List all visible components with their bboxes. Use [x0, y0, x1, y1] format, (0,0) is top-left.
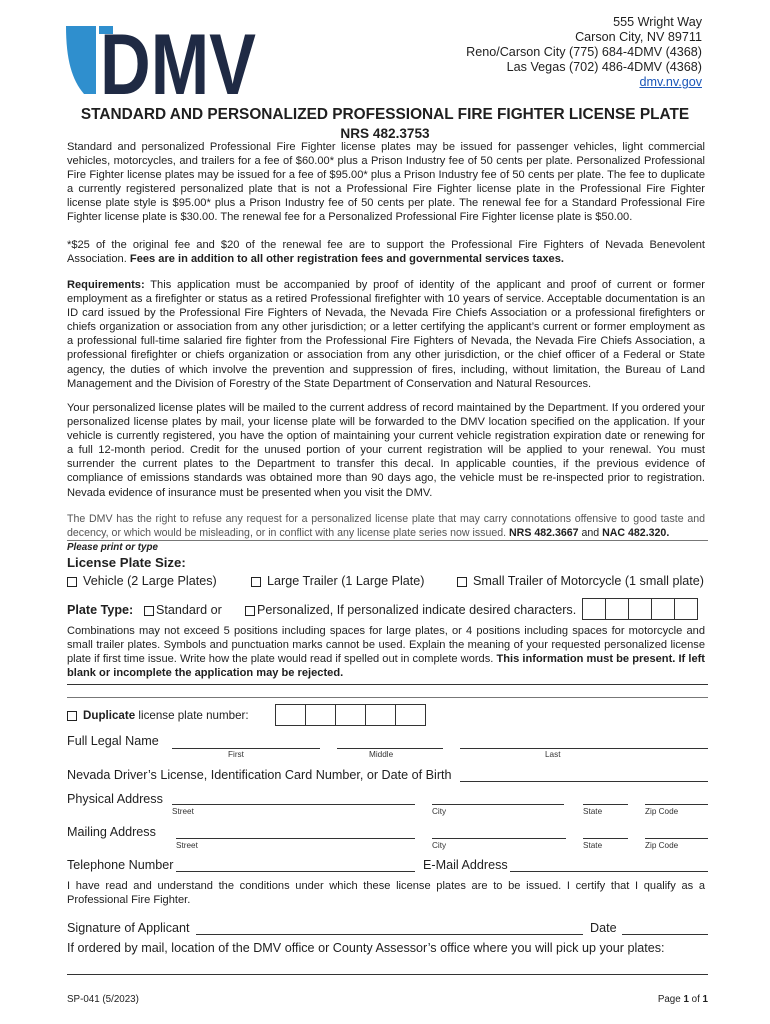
checkbox[interactable]	[67, 711, 77, 721]
char-box[interactable]	[582, 598, 606, 620]
divider	[67, 540, 708, 541]
phone-vegas: Las Vegas (702) 486-4DMV (4368)	[506, 60, 702, 74]
logo-text: DMV	[100, 17, 256, 113]
combinations-bold: This information must be present. If left blank or incomplete the application may be rejected.	[67, 653, 705, 680]
support-note-text: *$25 of the original fee and $20 of the renewal fee are to support the Professional Fire Fighters of Nevada Benevolent Association.	[67, 239, 705, 266]
date-field[interactable]	[622, 934, 708, 935]
zip-caption: Zip Code	[645, 807, 679, 816]
mailing-state-field[interactable]	[583, 838, 628, 839]
size-option-label: Small Trailer of Motorcycle (1 small plate)	[473, 574, 704, 588]
first-caption: First	[228, 750, 244, 759]
form-number: SP-041 (5/2023)	[67, 994, 139, 1005]
signature-label: Signature of Applicant	[67, 921, 190, 935]
plate-characters-input[interactable]	[583, 598, 698, 620]
char-box[interactable]	[275, 704, 306, 726]
support-note	[67, 238, 705, 266]
size-option-small-trailer[interactable]	[457, 574, 704, 588]
address-street: 555 Wright Way	[613, 15, 702, 29]
pickup-field[interactable]	[67, 974, 708, 975]
char-box[interactable]	[395, 704, 426, 726]
requirements-text: This application must be accompanied by proof of identity of the applicant and proof of current or former employment as a firefighter or status as a retired Professional firefighter with 10 years of service. Acceptable documentation is an ID card issued by the Professional Fire Fighters of Nevada, the Nevada Fire Chiefs Association or a professional firefighters or chiefs organization or association from any other jurisdiction; or a letter certifying the applicant’s current or former employment as a professional full-time salaried fire fighter from the Professional Fire Fighters of Nevada, the Nevada Fire Chiefs Association, a professional firefighter or chiefs organization or association from any other jurisdiction, or the chief officer of a Federal or State agency, the duties of which involve the prevention and suppression of fires, including, without limitation, the Bureau of Land Management and the Division of Forestry of the State Department of Conservation and Natural Resources.	[67, 279, 705, 390]
type-standard-label: Standard or	[156, 603, 222, 617]
char-box[interactable]	[605, 598, 629, 620]
requirements-label: Requirements:	[67, 279, 145, 291]
plate-size-heading: License Plate Size:	[67, 555, 186, 570]
city-caption: City	[432, 841, 447, 850]
combinations-text: Combinations may not exceed 5 positions including spaces for large plates, or 4 positions including spaces for motorcycle and small trailer plates. Symbols and punctuation marks cannot be used. Explain the meaning of your requested personalized license plate if first time issue. Write how the plate would read if spelled out in complete words.	[67, 625, 705, 666]
char-box[interactable]	[335, 704, 366, 726]
statute-reference: NRS 482.3753	[340, 126, 430, 141]
zip-caption: Zip Code	[645, 841, 679, 850]
middle-name-field[interactable]	[337, 748, 443, 749]
dmv-logo	[66, 17, 258, 113]
checkbox[interactable]	[457, 577, 467, 587]
checkbox[interactable]	[144, 606, 154, 616]
certification-text: I have read and understand the conditions under which these license plates are to be issued. I certify that I qualify as a Professional Fire Fighter.	[67, 880, 705, 907]
size-option-vehicle[interactable]	[67, 574, 217, 588]
type-personalized[interactable]	[245, 603, 576, 617]
physical-zip-field[interactable]	[645, 804, 708, 805]
explanation-line[interactable]	[67, 684, 708, 685]
type-standard[interactable]	[144, 603, 222, 617]
checkbox[interactable]	[67, 577, 77, 587]
physical-address-label: Physical Address	[67, 792, 163, 806]
physical-street-field[interactable]	[172, 804, 415, 805]
page-word: Page	[657, 994, 681, 1005]
size-option-label: Vehicle (2 Large Plates)	[83, 574, 217, 588]
plate-type-label: Plate Type:	[67, 603, 134, 617]
first-name-field[interactable]	[172, 748, 320, 749]
page-title: STANDARD AND PERSONALIZED PROFESSIONAL FIRE FIGHTER LICENSE PLATE	[80, 106, 690, 123]
website-link[interactable]: dmv.nv.gov	[639, 75, 702, 89]
refusal-text: The DMV has the right to refuse any request for a personalized license plate that may carry connotations offensive to good taste and decency, or which would be misleading, or in conflict with any license plate series now issued.	[67, 513, 705, 539]
telephone-field[interactable]	[176, 871, 415, 872]
char-box[interactable]	[365, 704, 396, 726]
refusal-notice	[67, 513, 705, 540]
state-caption: State	[583, 807, 603, 816]
duplicate-label: license plate number:	[138, 709, 249, 722]
char-box[interactable]	[651, 598, 675, 620]
telephone-label: Telephone Number	[67, 858, 174, 872]
email-field[interactable]	[510, 871, 708, 872]
last-name-field[interactable]	[460, 748, 708, 749]
duplicate-bold: Duplicate	[83, 709, 136, 722]
mailing-paragraph: Your personalized license plates will be mailed to the current address of record maintained by the Department. If you ordered your personalized license plates by mail, your license plate will be forwarded to the DMV location specified on the application. If your vehicle is currently registered, you have the option of maintaining your current vehicle registration expiration date or renewing for a full 12-month period. Credit for the unused portion of your current registration will be applied to your renewal. You must surrender the current plates to the Department to transfer this decal. In applicable counties, if the previous evidence of compliance of emissions standards was obtained more than 90 days ago, the vehicle must be re-inspected prior to registration. Nevada evidence of insurance must be presented when you visit the DMV.	[67, 402, 705, 499]
support-note-bold: Fees are in addition to all other registration fees and governmental services taxes.	[129, 253, 564, 266]
print-note: Please print or type	[67, 542, 158, 553]
physical-city-field[interactable]	[432, 804, 564, 805]
checkbox[interactable]	[245, 606, 255, 616]
refusal-nrs: NRS 482.3667	[509, 526, 579, 539]
address-city: Carson City, NV 89711	[575, 30, 702, 44]
type-personalized-label: Personalized, If personalized indicate desired characters.	[257, 603, 577, 617]
divider	[67, 697, 708, 698]
mailing-zip-field[interactable]	[645, 838, 708, 839]
dl-field[interactable]	[460, 781, 708, 782]
dmv-address	[466, 15, 702, 90]
physical-state-field[interactable]	[583, 804, 628, 805]
mailing-street-field[interactable]	[176, 838, 415, 839]
page-indicator	[658, 994, 708, 1005]
mailing-address-label: Mailing Address	[67, 825, 156, 839]
dl-label: Nevada Driver’s License, Identification Card Number, or Date of Birth	[67, 768, 452, 782]
duplicate-plate-input[interactable]	[276, 704, 426, 726]
char-box[interactable]	[674, 598, 698, 620]
state-caption: State	[583, 841, 603, 850]
refusal-nac: NAC 482.320.	[602, 526, 670, 539]
signature-field[interactable]	[196, 934, 583, 935]
full-name-label: Full Legal Name	[67, 734, 159, 748]
city-caption: City	[432, 807, 447, 816]
page-of: of	[691, 994, 700, 1005]
street-caption: Street	[176, 841, 198, 850]
size-option-label: Large Trailer (1 Large Plate)	[267, 574, 425, 588]
page-number: 1	[683, 994, 689, 1005]
char-box[interactable]	[305, 704, 336, 726]
date-label: Date	[590, 921, 617, 935]
last-caption: Last	[545, 750, 561, 759]
email-label: E-Mail Address	[423, 858, 508, 872]
middle-caption: Middle	[369, 750, 394, 759]
mailing-city-field[interactable]	[432, 838, 566, 839]
pickup-label: If ordered by mail, location of the DMV office or County Assessor’s office where you will pick up your plates:	[67, 941, 665, 955]
phone-reno: Reno/Carson City (775) 684-4DMV (4368)	[466, 45, 702, 59]
refusal-and: and	[581, 526, 600, 539]
char-box[interactable]	[628, 598, 652, 620]
street-caption: Street	[172, 807, 194, 816]
page-total: 1	[702, 994, 708, 1005]
size-option-large-trailer[interactable]	[251, 574, 425, 588]
combinations-paragraph	[67, 624, 705, 680]
intro-paragraph: Standard and personalized Professional Fire Fighter license plates may be issued for passenger vehicles, light commercial vehicles, motorcycles, and trailers for a fee of $60.00* plus a Prison Industry fee of 50 cents per plate. Personalized Professional Fire Fighter license plates may be issued for a fee of $95.00* plus a Prison Industry fee of 50 cents per plate. The fee to duplicate a currently registered personalized plate that is not a Professional Fire Fighter license plate in the Professional Fire Fighter license plate style is $95.00* plus a Prison Industry fee of 50 cents per plate. The renewal fee for a Standard Professional Fire Fighter license plate is $30.00. The renewal fee for a Personalized Professional Fire Fighter license plate is $50.00.	[67, 141, 705, 224]
checkbox[interactable]	[251, 577, 261, 587]
requirements-paragraph	[67, 278, 705, 391]
duplicate-option[interactable]	[67, 709, 249, 722]
